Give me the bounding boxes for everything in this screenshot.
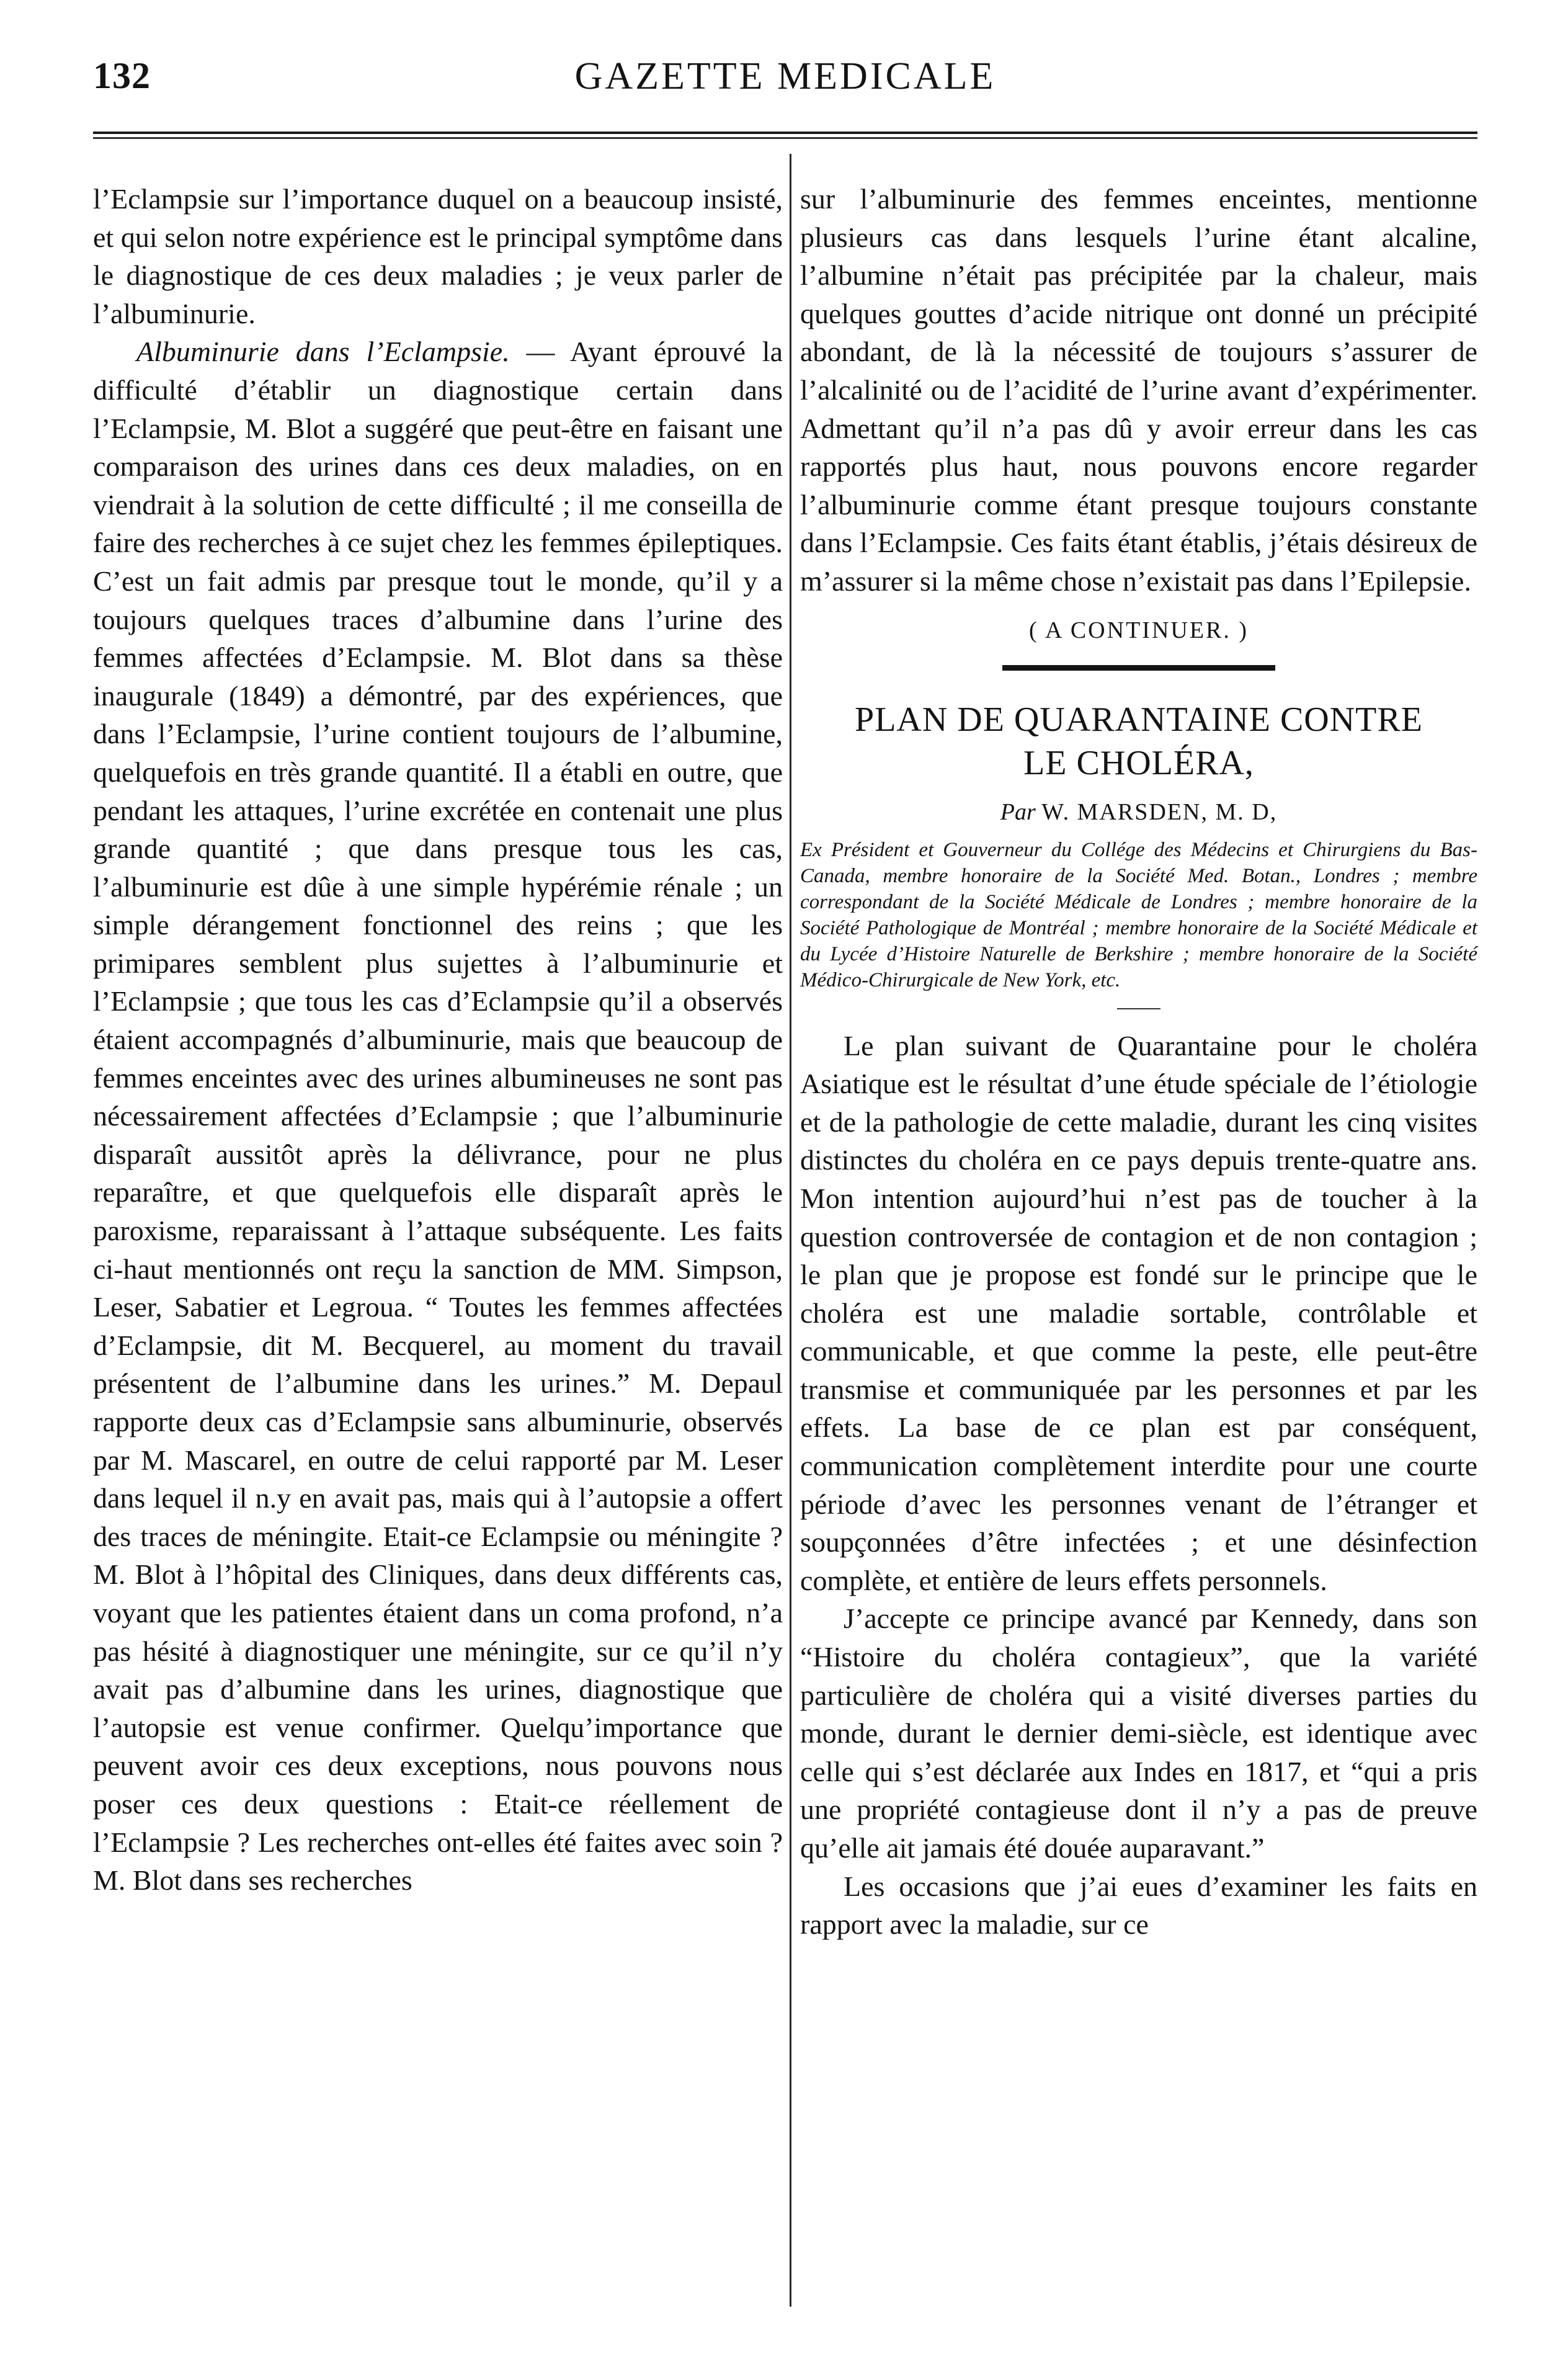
short-rule bbox=[1117, 1008, 1160, 1009]
page-number: 132 bbox=[93, 55, 151, 96]
byline-par: Par bbox=[1000, 798, 1036, 825]
right-paragraph-1: sur l’albuminurie des femmes enceintes, mentionne plusieurs cas dans lesquels l’urine étant alcaline, l’albumine n’était pas précipitée par la chaleur, mais quelques gouttes d’acide nitrique ont donné un précipité abondant, de là la nécessité de toujours s’assurer de l’alcalinité ou de l’acidité de l’urine avant d’expérimenter. Admettant qu’il n’a pas dû y avoir erreur dans les cas rapportés plus haut, nous pouvons encore regarder l’albuminurie comme étant presque toujours constante dans l’Eclampsie. Ces faits étant établis, j’étais désireux de m’assurer si la même chose n’existait pas dans l’Epilepsie. bbox=[800, 183, 1477, 597]
article-title-line-2: LE CHOLÉRA, bbox=[1023, 743, 1254, 782]
left-column bbox=[93, 180, 783, 1900]
header-double-rule bbox=[93, 132, 1477, 140]
section-title-albuminurie: Albuminurie dans l’Eclampsie. bbox=[136, 336, 510, 368]
article-title-line-1: PLAN DE QUARANTAINE CONTRE bbox=[855, 700, 1423, 739]
author-credentials: Ex Président et Gouverneur du Collége des Médecins et Chirurgiens du Bas-Canada, membre honoraire de la Société Med. Botan., Londres ; membre correspondant de la Société Médicale de Londres ; membre honoraire de la Société Pathologique de Montréal ; membre honoraire de la Société Médicale et du Lycée d’Histoire Naturelle de Berkshire ; membre honoraire de la Société Médico-Chirurgicale de New York, etc. bbox=[800, 838, 1477, 991]
author-name: W. MARSDEN, M. D, bbox=[1041, 798, 1278, 825]
right-paragraph-4: Les occasions que j’ai eues d’examiner les faits en rapport avec la maladie, sur ce bbox=[800, 1870, 1477, 1941]
to-be-continued: ( A CONTINUER. ) bbox=[1028, 617, 1249, 643]
left-paragraph-2-body: — Ayant éprouvé la difficulté d’établir un diagnostique certain dans l’Eclampsie, M. Blot a suggéré que peut-être en faisant une comparaison des urines dans ces deux maladies, on en viendrait à la solution de cette difficulté ; il me conseilla de faire des recherches à ce sujet chez les femmes épileptiques. C’est un fait admis par presque tout le monde, qu’il y a toujours quelques traces d’albumine dans l’urine des femmes affectées d’Eclampsie. M. Blot dans sa thèse inaugurale (1849) a démontré, par des expériences, que dans l’Eclampsie, l’urine contient toujours de l’albumine, quelquefois en très grande quantité. Il a établi en outre, que pendant les attaques, l’urine excrétée en contenait une plus grande quantité ; que dans presque tous les cas, l’albuminurie est dûe à une simple hypérémie rénale ; un simple dérangement fonctionnel des reins ; que les primipares semblent plus sujettes à l’albuminurie et l’Eclampsie ; que tous les cas d’Eclampsie qu’il a observés étaient accompagnés d’albuminurie, mais que beaucoup de femmes enceintes avec des urines albumineuses ne sont pas nécessairement affectées d’Eclampsie ; que l’albuminurie disparaît aussitôt après la délivrance, pour ne plus reparaître, et que quelquefois elle disparaît après le paroxisme, reparaissant à l’attaque subséquente. Les faits ci-haut mentionnés ont reçu la sanction de MM. Simpson, Leser, Sabatier et Legroua. “ Toutes les femmes affectées d’Eclampsie, dit M. Becquerel, au moment du travail présentent de l’albumine dans les urines.” M. Depaul rapporte deux cas d’Eclampsie sans albuminurie, observés par M. Mascarel, en outre de celui rapporté par M. Leser dans lequel il n.y en avait pas, mais qui à l’autopsie a offert des traces de méningite. Etait-ce Eclampsie ou méningite ? M. Blot à l’hôpital des Cliniques, dans deux différents cas, voyant que les patientes étaient dans un coma profond, n’a pas hésité à diagnostiquer une méningite, sur ce qu’il n’y avait pas d’albumine dans les urines, diagnostique que l’autopsie est venue confirmer. Quelqu’importance que peuvent avoir ces deux exceptions, nous pouvons nous poser ces deux questions : Etait-ce réellement de l’Eclampsie ? Les recherches ont-elles été faites avec soin ? M. Blot dans ses recherches bbox=[93, 336, 783, 1897]
right-column bbox=[800, 180, 1477, 1944]
column-divider bbox=[790, 154, 791, 2307]
running-title: GAZETTE MEDICALE bbox=[574, 55, 996, 97]
left-paragraph-2 bbox=[93, 333, 783, 1899]
right-paragraph-2: Le plan suivant de Quarantaine pour le choléra Asiatique est le résultat d’une étude spéciale de l’étiologie et de la pathologie de cette maladie, durant les cinq visites distinctes du choléra en ce pays depuis trente-quatre ans. Mon intention aujourd’hui n’est pas de toucher à la question controversée de contagion et de non contagion ; le plan que je propose est fondé sur le principe que le choléra est une maladie sortable, contrôlable et communicable, et que comme la peste, elle peut-être transmise et communiquée par les personnes et par les effets. La base de ce plan est par conséquent, communication complètement interdite pour une courte période d’avec les personnes venant de l’étranger et soupçonnées d’être infectées ; et une désinfection complète, et entière de leurs effets personnels. bbox=[800, 1029, 1477, 1596]
section-separator-rule bbox=[1002, 665, 1275, 671]
page-header bbox=[93, 55, 1477, 110]
byline bbox=[800, 798, 1477, 826]
article-title bbox=[800, 698, 1477, 785]
left-paragraph-1: l’Eclampsie sur l’importance duquel on a beaucoup insisté, et qui selon notre expérience est le principal symptôme dans le diagnostique de ces deux maladies ; je veux parler de l’albuminurie. bbox=[93, 183, 783, 329]
right-paragraph-3: J’accepte ce principe avancé par Kennedy, dans son “Histoire du choléra contagieux”, que la variété particulière de choléra qui a visité diverses parties du monde, durant le dernier demi-siècle, est identique avec celle qui s’est déclarée aux Indes en 1817, et “qui a pris une propriété contagieuse dont il n’y a pas de preuve qu’elle ait jamais été douée auparavant.” bbox=[800, 1602, 1477, 1864]
